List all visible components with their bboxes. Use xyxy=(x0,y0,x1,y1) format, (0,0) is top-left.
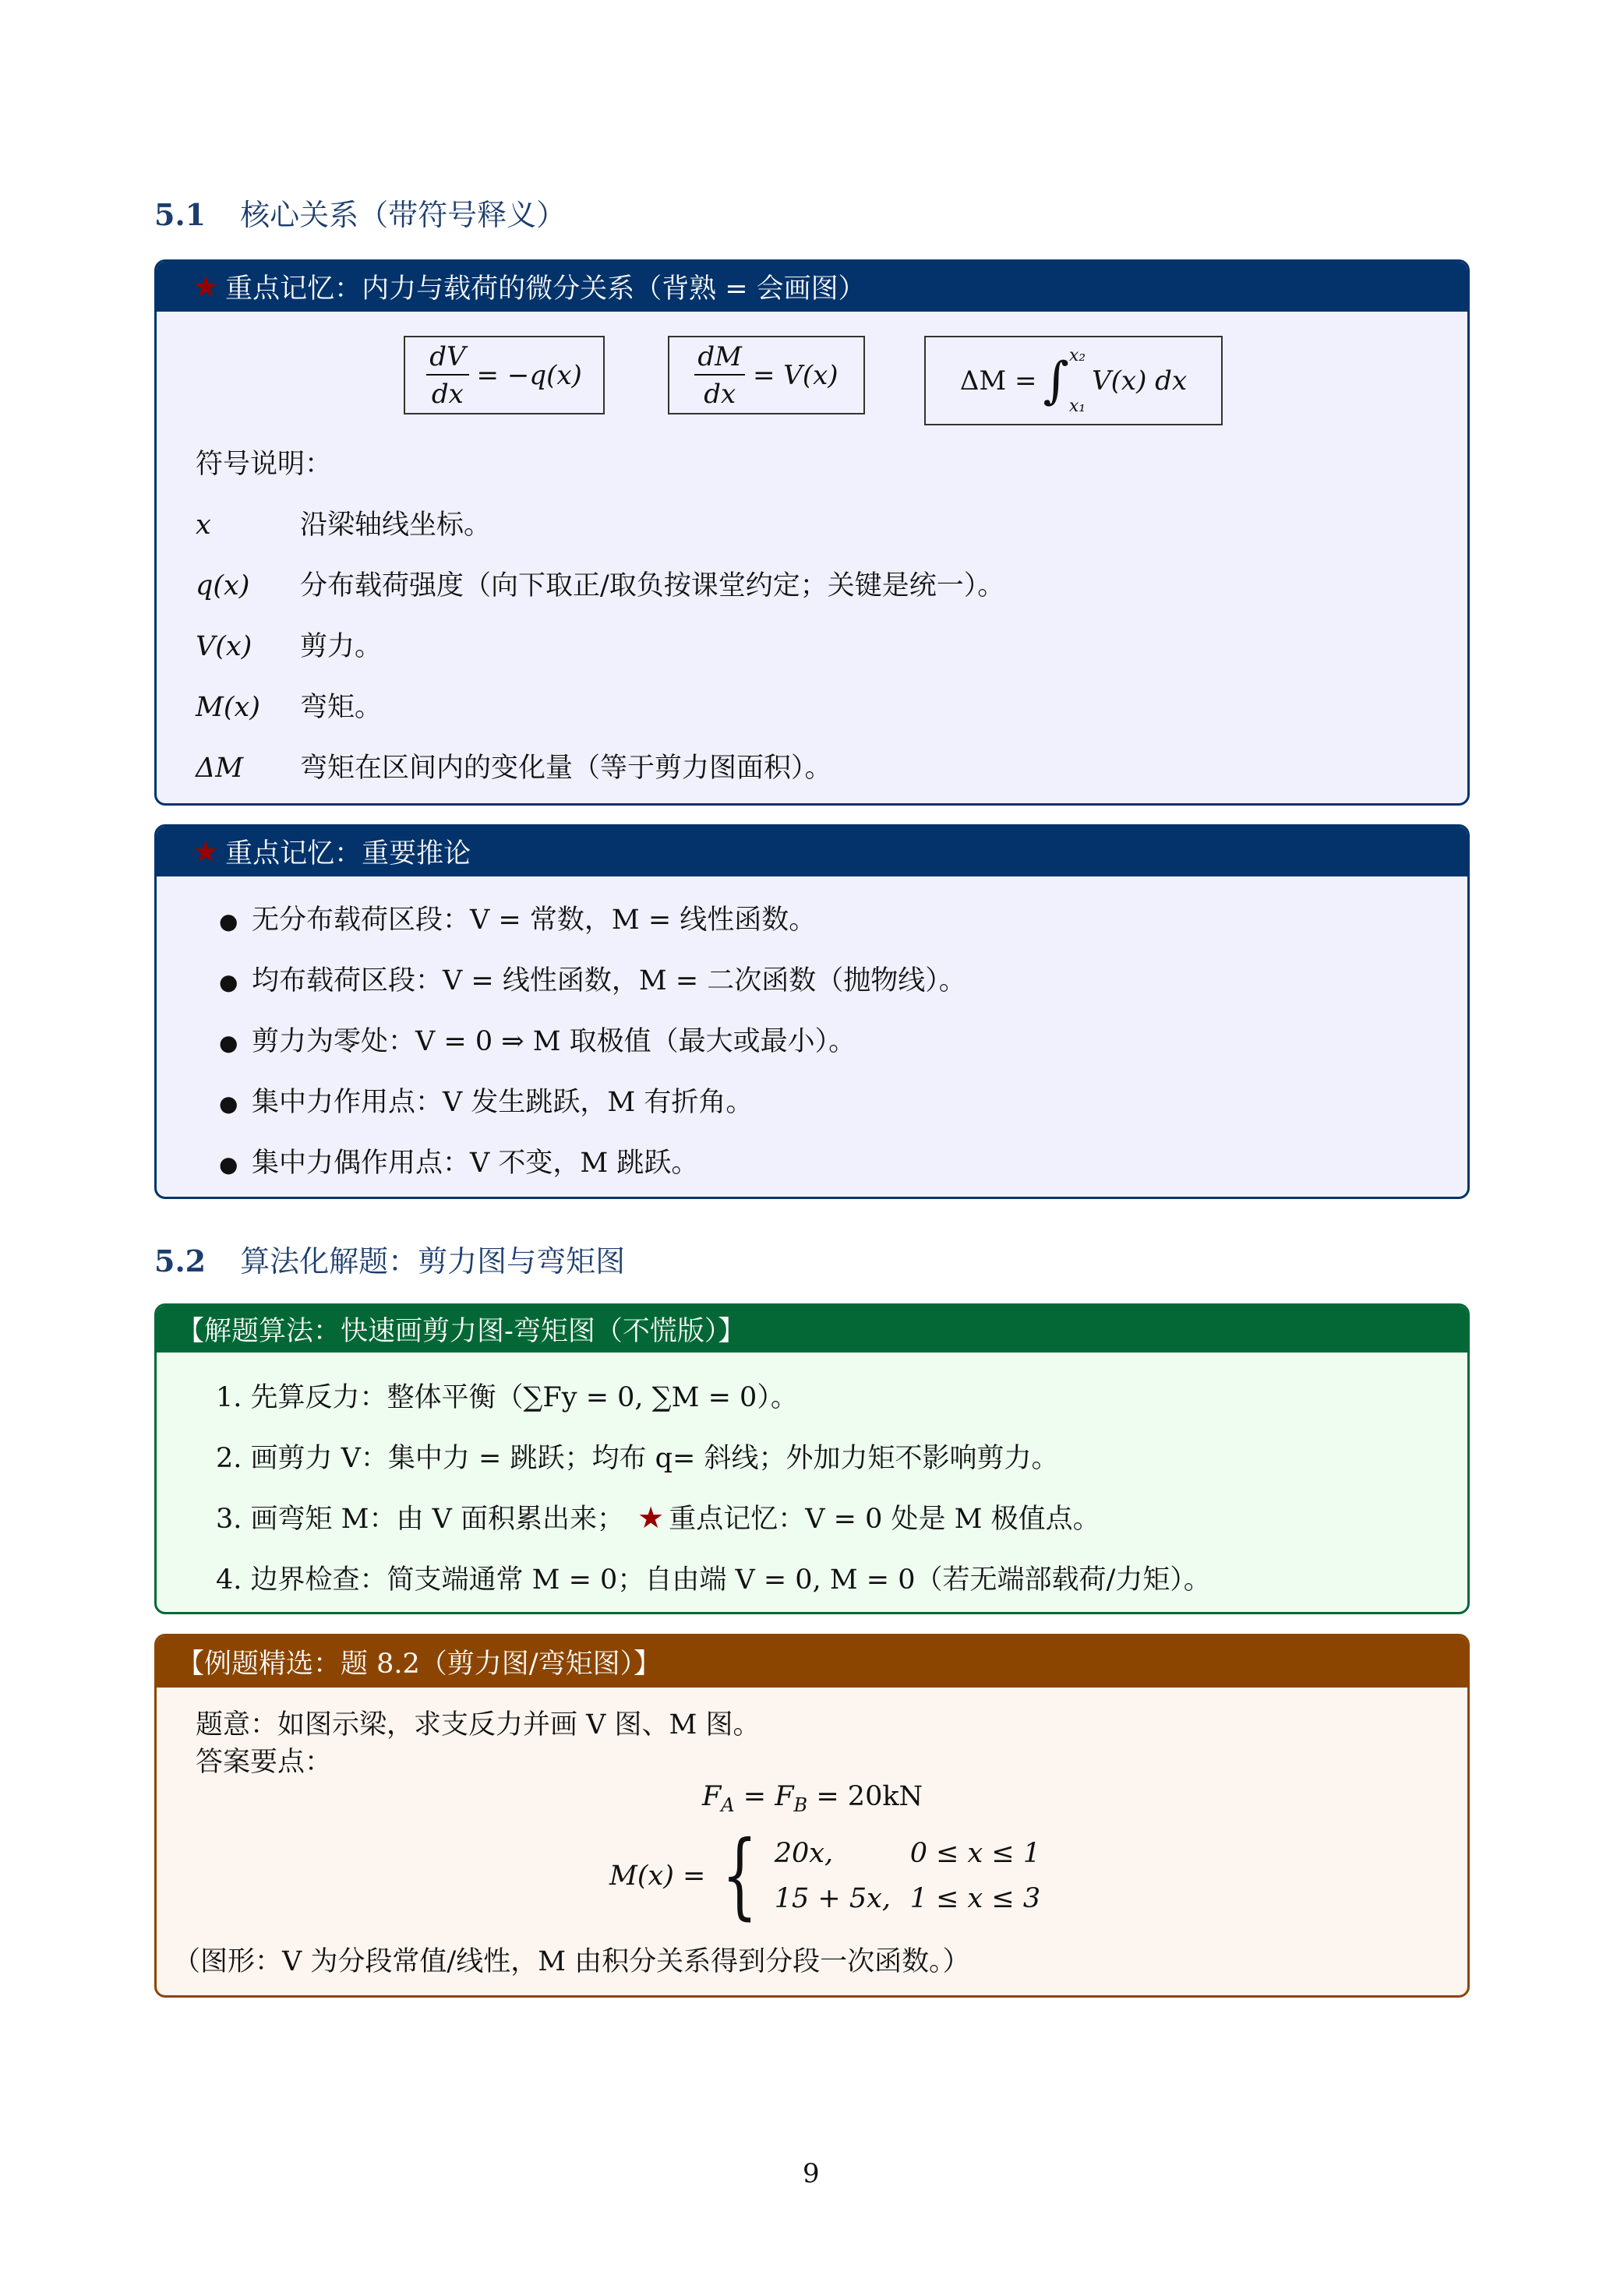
bullet-icon: ● xyxy=(219,969,238,995)
section-number: 5.1 xyxy=(154,197,207,232)
bullet-icon: ● xyxy=(219,1152,238,1177)
box-title: 【例题精选：题 8.2（剪力图/弯矩图）】 xyxy=(177,1649,662,1680)
symbol-row: M(x) 弯矩。 xyxy=(196,692,383,723)
bullet-icon: ● xyxy=(219,908,238,934)
box-header xyxy=(157,1306,1467,1353)
formula-dv-dx: $\frac{dV}{dx}$ = −q(x) xyxy=(404,336,605,414)
symbol-row: q(x) 分布载荷强度（向下取正/取负按课堂约定；关键是统一）。 xyxy=(196,570,1005,601)
star-icon: ★ xyxy=(637,1501,665,1535)
box-body xyxy=(157,1353,1467,1614)
case-row: 20x, 0 ≤ x ≤ 1 xyxy=(774,1838,1041,1869)
algorithm-box xyxy=(154,1303,1470,1614)
list-item: ● 集中力作用点：V 发生跳跃，M 有折角。 xyxy=(219,1087,754,1118)
star-icon: ★ xyxy=(192,834,220,869)
bullet-icon: ● xyxy=(219,1091,238,1116)
section-heading-5-1 xyxy=(154,191,566,234)
list-item: ● 集中力偶作用点：V 不变，M 跳跃。 xyxy=(219,1148,699,1179)
box-header xyxy=(157,1636,1467,1688)
case-row: 15 + 5x, 1 ≤ x ≤ 3 xyxy=(774,1883,1041,1914)
integral-sign: ∫ xyxy=(1043,351,1069,410)
left-brace-icon: { xyxy=(722,1822,758,1930)
section-number: 5.2 xyxy=(154,1243,207,1278)
reaction-formula: $F_A = F_B = 20kN$ xyxy=(702,1781,923,1816)
symbol-row: ΔM 弯矩在区间内的变化量（等于剪力图面积）。 xyxy=(196,753,832,784)
key-memory-box-differential xyxy=(154,259,1470,806)
box-body xyxy=(157,876,1467,1199)
step-item: 3. 画弯矩 M：由 V 面积累出来； ★ 重点记忆：V = 0 处是 M 极值点。 xyxy=(216,1501,1100,1535)
key-memory-box-corollaries xyxy=(154,824,1470,1199)
box-header xyxy=(157,262,1467,312)
star-icon: ★ xyxy=(192,270,220,304)
list-item: ● 无分布载荷区段：V = 常数，M = 线性函数。 xyxy=(219,905,817,936)
page-number: 9 xyxy=(803,2158,820,2189)
question-text: 题意：如图示梁，求支反力并画 V 图、M 图。 xyxy=(196,1709,761,1741)
box-body xyxy=(157,312,1467,806)
symbol-row: x 沿梁轴线坐标。 xyxy=(196,510,492,541)
list-item: ● 剪力为零处：V = 0 ⇒ M 取极值（最大或最小）。 xyxy=(219,1026,856,1057)
moment-piecewise: M(x) = { 20x, 0 ≤ x ≤ 1 15 + 5x, 1 ≤ x ≤ 3 xyxy=(609,1822,1041,1930)
step-item: 2. 画剪力 V：集中力 = 跳跃；均布 q= 斜线；外加力矩不影响剪力。 xyxy=(216,1443,1059,1474)
formula-delta-m: ΔM = ∫ x₂ x₁ V(x) dx xyxy=(924,336,1223,425)
box-title: 重点记忆：内力与载荷的微分关系（背熟 = 会画图） xyxy=(225,273,866,305)
example-note: （图形：V 为分段常值/线性，M 由积分关系得到分段一次函数。） xyxy=(173,1946,970,1977)
box-title: 【解题算法：快速画剪力图-弯矩图（不慌版）】 xyxy=(177,1316,746,1347)
step-item: 1. 先算反力：整体平衡（∑Fy = 0, ∑M = 0）。 xyxy=(216,1382,798,1413)
box-title: 重点记忆：重要推论 xyxy=(225,838,471,869)
formula-dm-dx: $\frac{dM}{dx}$ = V(x) xyxy=(668,336,865,414)
section-title: 核心关系（带符号释义） xyxy=(240,198,567,232)
list-item: ● 均布载荷区段：V = 线性函数，M = 二次函数（抛物线）。 xyxy=(219,965,966,996)
box-header xyxy=(157,827,1467,876)
answer-label: 答案要点： xyxy=(196,1747,333,1778)
step-item: 4. 边界检查：简支端通常 M = 0；自由端 V = 0, M = 0（若无端部载荷/力矩）。 xyxy=(216,1564,1211,1596)
section-heading-5-2 xyxy=(154,1237,625,1280)
section-title: 算法化解题：剪力图与弯矩图 xyxy=(240,1244,626,1278)
symbol-row: V(x) 剪力。 xyxy=(196,631,383,662)
bullet-icon: ● xyxy=(219,1030,238,1056)
cases xyxy=(775,1838,1040,1914)
symbols-label: 符号说明： xyxy=(196,449,333,480)
